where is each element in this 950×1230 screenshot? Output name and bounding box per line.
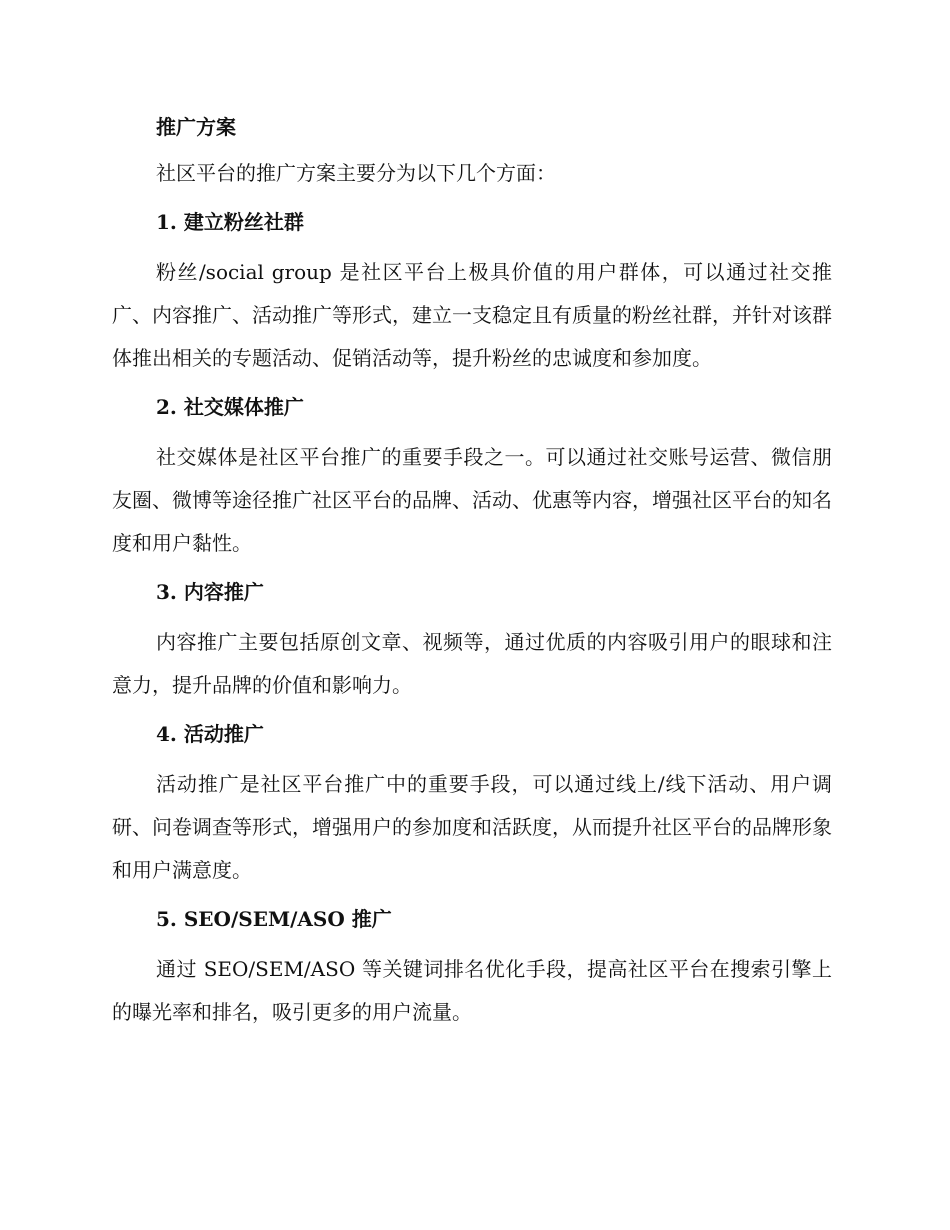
section-2 (112, 388, 832, 565)
section-4 (112, 715, 832, 892)
section-body: 内容推广主要包括原创文章、视频等，通过优质的内容吸引用户的眼球和注意力，提升品牌的价值和影响力。 (112, 630, 832, 697)
section-heading: 4. 活动推广 (156, 722, 264, 746)
section-heading: 1. 建立粉丝社群 (156, 210, 304, 234)
section-1 (112, 203, 832, 380)
document-page (112, 108, 832, 1036)
section-body: 社交媒体是社区平台推广的重要手段之一。可以通过社交账号运营、微信朋友圈、微博等途径推广社区平台的品牌、活动、优惠等内容，增强社区平台的知名度和用户黏性。 (112, 445, 832, 555)
section-heading: 3. 内容推广 (156, 580, 264, 604)
intro-paragraph: 社区平台的推广方案主要分为以下几个方面： (156, 161, 556, 185)
section-body: 活动推广是社区平台推广中的重要手段，可以通过线上/线下活动、用户调研、问卷调查等形式，增强用户的参加度和活跃度，从而提升社区平台的品牌形象和用户满意度。 (112, 772, 832, 882)
section-3 (112, 573, 832, 707)
section-heading: 5. SEO/SEM/ASO 推广 (156, 907, 392, 931)
document-title: 推广方案 (156, 115, 236, 139)
section-heading: 2. 社交媒体推广 (156, 395, 304, 419)
section-body: 通过 SEO/SEM/ASO 等关键词排名优化手段，提高社区平台在搜索引擎上的曝光率和排名，吸引更多的用户流量。 (112, 957, 832, 1024)
section-5 (112, 900, 832, 1034)
section-body: 粉丝/social group 是社区平台上极具价值的用户群体，可以通过社交推广、内容推广、活动推广等形式，建立一支稳定且有质量的粉丝社群，并针对该群体推出相关的专题活动、促销活动等，提升粉丝的忠诚度和参加度。 (112, 260, 832, 370)
